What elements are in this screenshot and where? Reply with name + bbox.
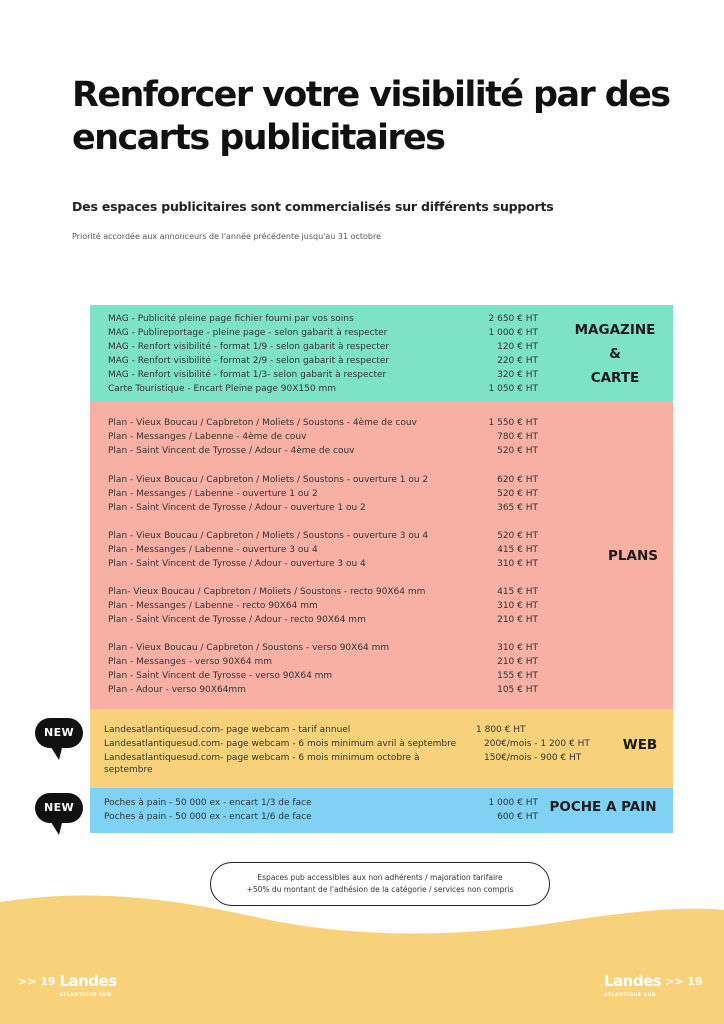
list-item-desc: Carte Touristique - Encart Pleine page 90X150 mm: [108, 384, 336, 394]
list-item-price: 1 800 € HT: [476, 725, 526, 735]
category-plans-label: PLANS: [608, 548, 658, 564]
list-item-price: 150€/mois - 900 € HT: [484, 753, 582, 763]
list-item-price: 155 € HT: [497, 671, 538, 681]
list-item-desc: Poches à pain - 50 000 ex - encart 1/6 de face: [104, 812, 312, 822]
list-item-desc: Plan - Vieux Boucau / Capbreton / Moliets / Soustons - ouverture 3 ou 4: [108, 531, 429, 541]
category-magazine-carte: [560, 318, 670, 390]
footer-arrows: >>: [18, 975, 37, 988]
list-item-desc: Plan - Saint Vincent de Tyrosse / Adour - ouverture 1 ou 2: [108, 503, 366, 513]
list-item-price: 210 € HT: [497, 615, 538, 625]
list-item-desc: Plan - Adour - verso 90X64mm: [108, 685, 246, 695]
speech-bubble-tail-icon: [49, 819, 63, 835]
priority-note: Priorité accordée aux annonceurs de l'année précédente jusqu'au 31 octobre: [72, 232, 382, 241]
new-badge-label: NEW: [35, 793, 83, 823]
list-item-price: 120 € HT: [497, 342, 538, 352]
category-poche-label: POCHE A PAIN: [549, 799, 657, 815]
list-item-price: 415 € HT: [497, 587, 538, 597]
list-item-price: 1 550 € HT: [488, 418, 538, 428]
list-item-price: 415 € HT: [497, 545, 538, 555]
list-item-desc: Landesatlantiquesud.com- page webcam - 6 mois minimum avril à septembre: [104, 739, 457, 749]
list-item-price: 310 € HT: [497, 643, 538, 653]
category-ampersand: &: [609, 346, 621, 362]
list-item-price: 310 € HT: [497, 601, 538, 611]
logo-subtitle: ATLANTIQUE SUD: [604, 993, 657, 998]
category-carte-label: CARTE: [590, 370, 640, 386]
list-item-price: 520 € HT: [497, 446, 538, 456]
list-item-price: 220 € HT: [497, 356, 538, 366]
list-item-desc: Plan- Vieux Boucau / Capbreton / Moliets / Soustons - recto 90X64 mm: [108, 587, 426, 597]
list-item-price: 310 € HT: [497, 559, 538, 569]
logo-subtitle: ATLANTIQUE SUD: [59, 993, 112, 998]
list-item-desc: Plan - Saint Vincent de Tyrosse - verso 90X64 mm: [108, 671, 333, 681]
speech-bubble-tail-icon: [49, 744, 63, 760]
list-item-price: 210 € HT: [497, 657, 538, 667]
list-item-price: 780 € HT: [497, 432, 538, 442]
list-item-desc: Landesatlantiquesud.com- page webcam - tarif annuel: [104, 725, 351, 735]
landes-logo: [59, 974, 116, 1003]
list-item-price: 365 € HT: [497, 503, 538, 513]
page-number: 19: [687, 975, 703, 988]
list-item-desc: Plan - Messanges / Labenne - 4ème de couv: [108, 432, 307, 442]
list-item-price: 1 000 € HT: [488, 798, 538, 808]
info-line-2: +50% du montant de l'adhésion de la catégorie / services non compris: [246, 885, 514, 894]
page-title: Renforcer votre visibilité par des encarts publicitaires: [72, 75, 670, 158]
list-item-desc: Plan - Saint Vincent de Tyrosse / Adour - 4ème de couv: [108, 446, 355, 456]
list-item-desc: MAG - Renfort visibilité - format 2/9 - selon gabarit à respecter: [108, 356, 390, 366]
list-item-price: 520 € HT: [497, 531, 538, 541]
list-item-desc: Plan - Saint Vincent de Tyrosse / Adour - recto 90X64 mm: [108, 615, 366, 625]
category-magazine-label: MAGAZINE: [574, 322, 656, 338]
logo-word: Landes: [604, 972, 662, 990]
list-item-price: 2 650 € HT: [488, 314, 538, 324]
list-item-price: 105 € HT: [497, 685, 538, 695]
list-item-price: 600 € HT: [497, 812, 538, 822]
new-badge-label: NEW: [35, 718, 83, 748]
list-item-desc: Plan - Messanges - verso 90X64 mm: [108, 657, 273, 667]
list-item-desc: MAG - Renfort visibilité - format 1/9 - selon gabarit à respecter: [108, 342, 390, 352]
list-item-price: 620 € HT: [497, 475, 538, 485]
list-item-desc: Plan - Vieux Boucau / Capbreton / Moliets / Soustons - 4ème de couv: [108, 418, 417, 428]
list-item-desc: MAG - Renfort visibilité - format 1/3- selon gabarit à respecter: [108, 370, 387, 380]
list-item-desc: MAG - Publicité pleine page fichier fourni par vos soins: [108, 314, 354, 324]
footer-right: [604, 974, 703, 1003]
new-badge-poche: [35, 793, 83, 837]
list-item-desc: Plan - Messanges / Labenne - ouverture 3 ou 4: [108, 545, 318, 555]
category-web-label: WEB: [622, 737, 658, 753]
page-subtitle: Des espaces publicitaires sont commercialisés sur différents supports: [72, 199, 554, 214]
new-badge-web: [35, 718, 83, 762]
list-item-price: 520 € HT: [497, 489, 538, 499]
list-item-desc: Plan - Vieux Boucau / Capbreton / Soustons - verso 90X64 mm: [108, 643, 390, 653]
list-item-desc: Plan - Saint Vincent de Tyrosse / Adour - ouverture 3 ou 4: [108, 559, 366, 569]
list-item-desc: Poches à pain - 50 000 ex - encart 1/3 de face: [104, 798, 312, 808]
landes-logo: [604, 974, 661, 1003]
footer-wave: [0, 892, 724, 1024]
footer-arrows: >>: [665, 975, 684, 988]
footer-left: [18, 974, 117, 1003]
list-item-price: 1 000 € HT: [488, 328, 538, 338]
page-number: 19: [40, 975, 56, 988]
logo-word: Landes: [59, 972, 117, 990]
list-item-desc: Landesatlantiquesud.com- page webcam - 6 mois minimum octobre à septembre: [104, 753, 420, 775]
list-item-desc: Plan - Messanges / Labenne - recto 90X64 mm: [108, 601, 318, 611]
list-item-price: 200€/mois - 1 200 € HT: [484, 739, 590, 749]
list-item-price: 320 € HT: [497, 370, 538, 380]
list-item-price: 1 050 € HT: [488, 384, 538, 394]
list-item-desc: Plan - Messanges / Labenne - ouverture 1 ou 2: [108, 489, 318, 499]
list-item-desc: MAG - Publireportage - pleine page - selon gabarit à respecter: [108, 328, 388, 338]
list-item-desc: Plan - Vieux Boucau / Capbreton / Moliets / Soustons - ouverture 1 ou 2: [108, 475, 429, 485]
info-line-1: Espaces pub accessibles aux non adhérents / majoration tarifaire: [257, 873, 503, 882]
